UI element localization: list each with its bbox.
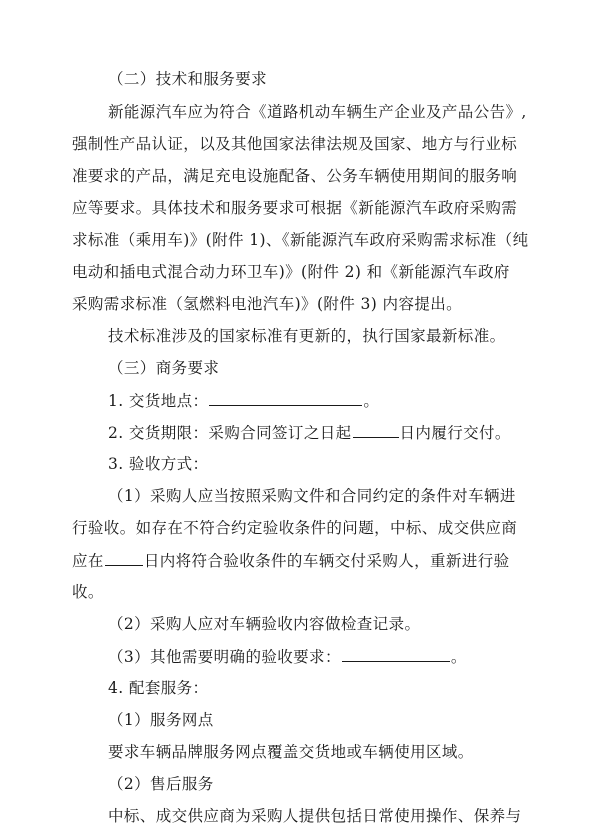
other-requirements-blank[interactable]	[342, 646, 450, 662]
paragraph-line: 采购需求标准（氢燃料电池汽车)》(附件 3) 内容提出。	[72, 295, 463, 313]
supporting-services-heading: 4. 配套服务：	[108, 679, 209, 697]
after-sales-heading: （2）售后服务	[108, 775, 214, 793]
reacceptance-end: 日内将符合验收条件的车辆交付采购人，重新进行验	[143, 552, 510, 570]
service-outlet-heading: （1）服务网点	[108, 711, 214, 729]
delivery-location-blank[interactable]	[209, 390, 362, 406]
paragraph-line: 求标准（乘用车)》(附件 1)、《新能源汽车政府采购需求标准（纯	[72, 231, 529, 249]
section-heading-business: （三）商务要求	[108, 359, 220, 377]
delivery-location-line	[108, 390, 596, 411]
reacceptance-days-blank[interactable]	[105, 550, 143, 566]
paragraph-line: 中标、成交供应商为采购人提供包括日常使用操作、保养与	[108, 807, 522, 825]
paragraph-line: 新能源汽车应为符合《道路机动车辆生产企业及产品公告》,	[108, 103, 527, 121]
reacceptance-line	[72, 550, 596, 571]
paragraph-line: 行验收。如存在不符合约定验收条件的问题，中标、成交供应商	[72, 519, 518, 537]
paragraph-line: 准要求的产品，满足充电设施配备、公务车辆使用期间的服务响	[72, 167, 518, 185]
paragraph-line: 强制性产品认证，以及其他国家法律法规及国家、地方与行业标	[72, 135, 518, 153]
paragraph-line: （2）采购人应对车辆验收内容做检查记录。	[108, 615, 421, 633]
paragraph-line: 收。	[72, 583, 104, 601]
delivery-deadline-line	[108, 422, 596, 443]
delivery-location-end: 。	[363, 392, 380, 410]
other-requirements-end: 。	[450, 648, 467, 666]
paragraph-line: （1）采购人应当按照采购文件和合同约定的条件对车辆进	[108, 487, 516, 505]
paragraph-line: 要求车辆品牌服务网点覆盖交货地或车辆使用区域。	[108, 743, 474, 761]
section-heading-technical-service: （二）技术和服务要求	[108, 70, 268, 88]
delivery-deadline-label: 2. 交货期限：采购合同签订之日起	[108, 424, 352, 442]
delivery-deadline-end: 日内履行交付。	[399, 424, 511, 442]
paragraph-line: 电动和插电式混合动力环卫车)》(附件 2) 和《新能源汽车政府	[72, 263, 510, 281]
reacceptance-label: 应在	[72, 552, 104, 570]
delivery-days-blank[interactable]	[353, 422, 399, 438]
other-requirements-line	[108, 646, 596, 667]
acceptance-method-heading: 3. 验收方式：	[108, 455, 209, 473]
other-requirements-label: （3）其他需要明确的验收要求：	[108, 648, 341, 666]
delivery-location-label: 1. 交货地点：	[108, 392, 209, 410]
paragraph-line: 技术标准涉及的国家标准有更新的，执行国家最新标准。	[108, 327, 506, 345]
paragraph-line: 应等要求。具体技术和服务要求可根据《新能源汽车政府采购需	[72, 199, 518, 217]
